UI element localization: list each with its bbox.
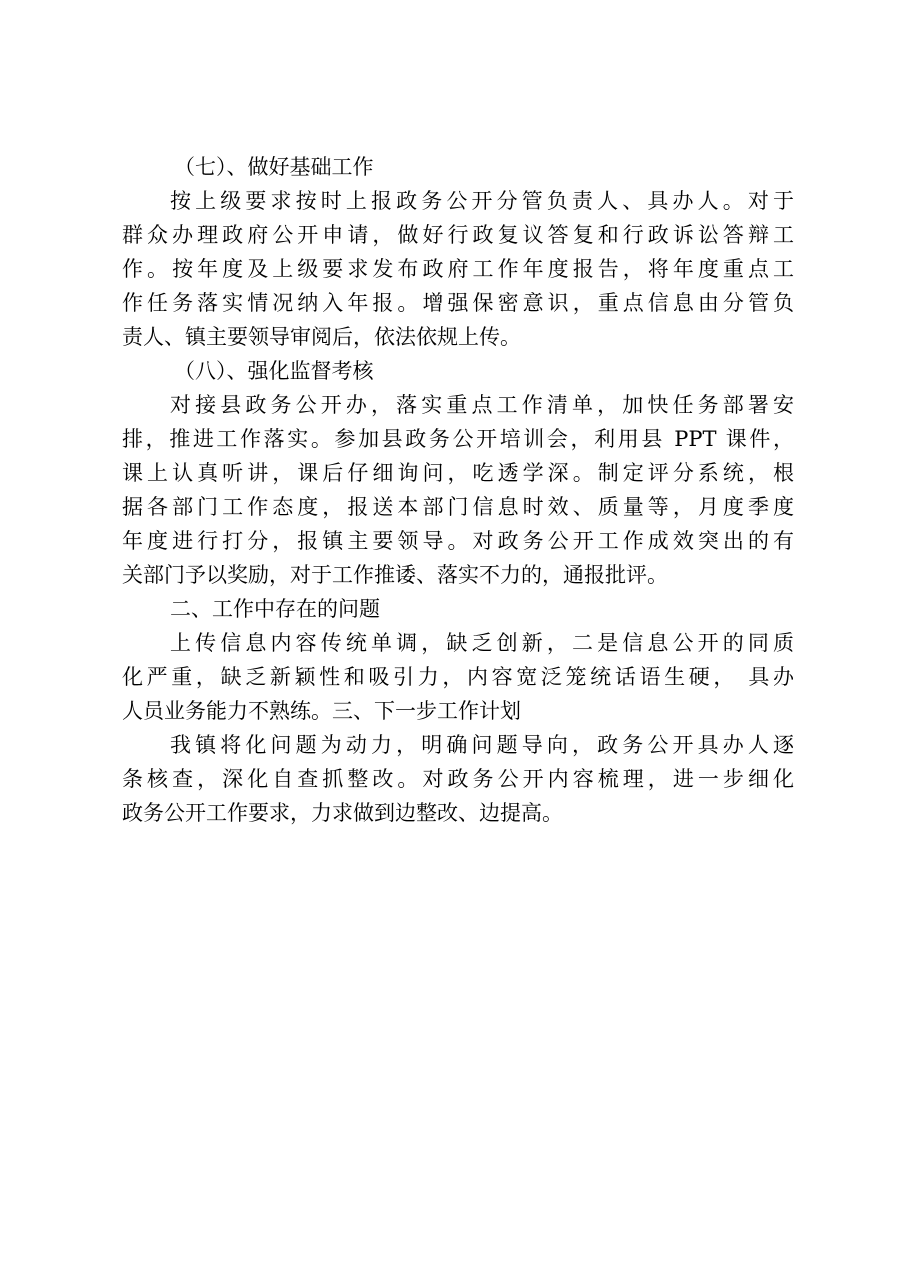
section-7-heading: （七）、做好基础工作 — [174, 155, 374, 179]
paragraph-line: 作任务落实情况纳入年报。增强保密意识，重点信息由分管负 — [122, 291, 794, 315]
paragraph-line: 政务公开工作要求，力求做到边整改、边提高。 — [122, 801, 563, 825]
paragraph-line: 关部门予以奖励，对于工作推诿、落实不力的，通报批评。 — [122, 563, 668, 587]
paragraph-line: 责人、镇主要领导审阅后，依法依规上传。 — [122, 325, 521, 349]
paragraph-line: 年度进行打分，报镇主要领导。对政务公开工作成效突出的有 — [122, 529, 794, 553]
paragraph-line: 课上认真听讲，课后仔细询问，吃透学深。制定评分系统，根 — [122, 461, 794, 485]
paragraph-line: 化严重，缺乏新颖性和吸引力，内容宽泛笼统话语生硬， 具办 — [122, 665, 794, 689]
paragraph-line: 按上级要求按时上报政务公开分管负责人、具办人。对于 — [170, 189, 794, 213]
paragraph-line: 上传信息内容传统单调，缺乏创新，二是信息公开的同质 — [170, 631, 794, 655]
paragraph-line: 据各部门工作态度，报送本部门信息时效、质量等，月度季度 — [122, 495, 794, 519]
part-2-heading: 二、工作中存在的问题 — [170, 597, 380, 621]
paragraph-line: 排，推进工作落实。参加县政务公开培训会，利用县 PPT 课件， — [122, 427, 794, 451]
paragraph-text: 人员业务能力不熟练。 — [122, 699, 332, 723]
paragraph-line: 我镇将化问题为动力，明确问题导向，政务公开具办人逐 — [170, 733, 794, 757]
paragraph-line: 对接县政务公开办，落实重点工作清单，加快任务部署安 — [170, 393, 794, 417]
paragraph-line: 群众办理政府公开申请，做好行政复议答复和行政诉讼答辩工 — [122, 223, 794, 247]
part-3-heading: 三、下一步工作计划 — [332, 699, 521, 723]
paragraph-line — [122, 694, 794, 728]
paragraph-line: 作。按年度及上级要求发布政府工作年度报告，将年度重点工 — [122, 257, 794, 281]
paragraph-line: 条核查，深化自查抓整改。对政务公开内容梳理，进一步细化 — [122, 767, 794, 791]
section-8-heading: （八）、强化监督考核 — [174, 359, 374, 383]
